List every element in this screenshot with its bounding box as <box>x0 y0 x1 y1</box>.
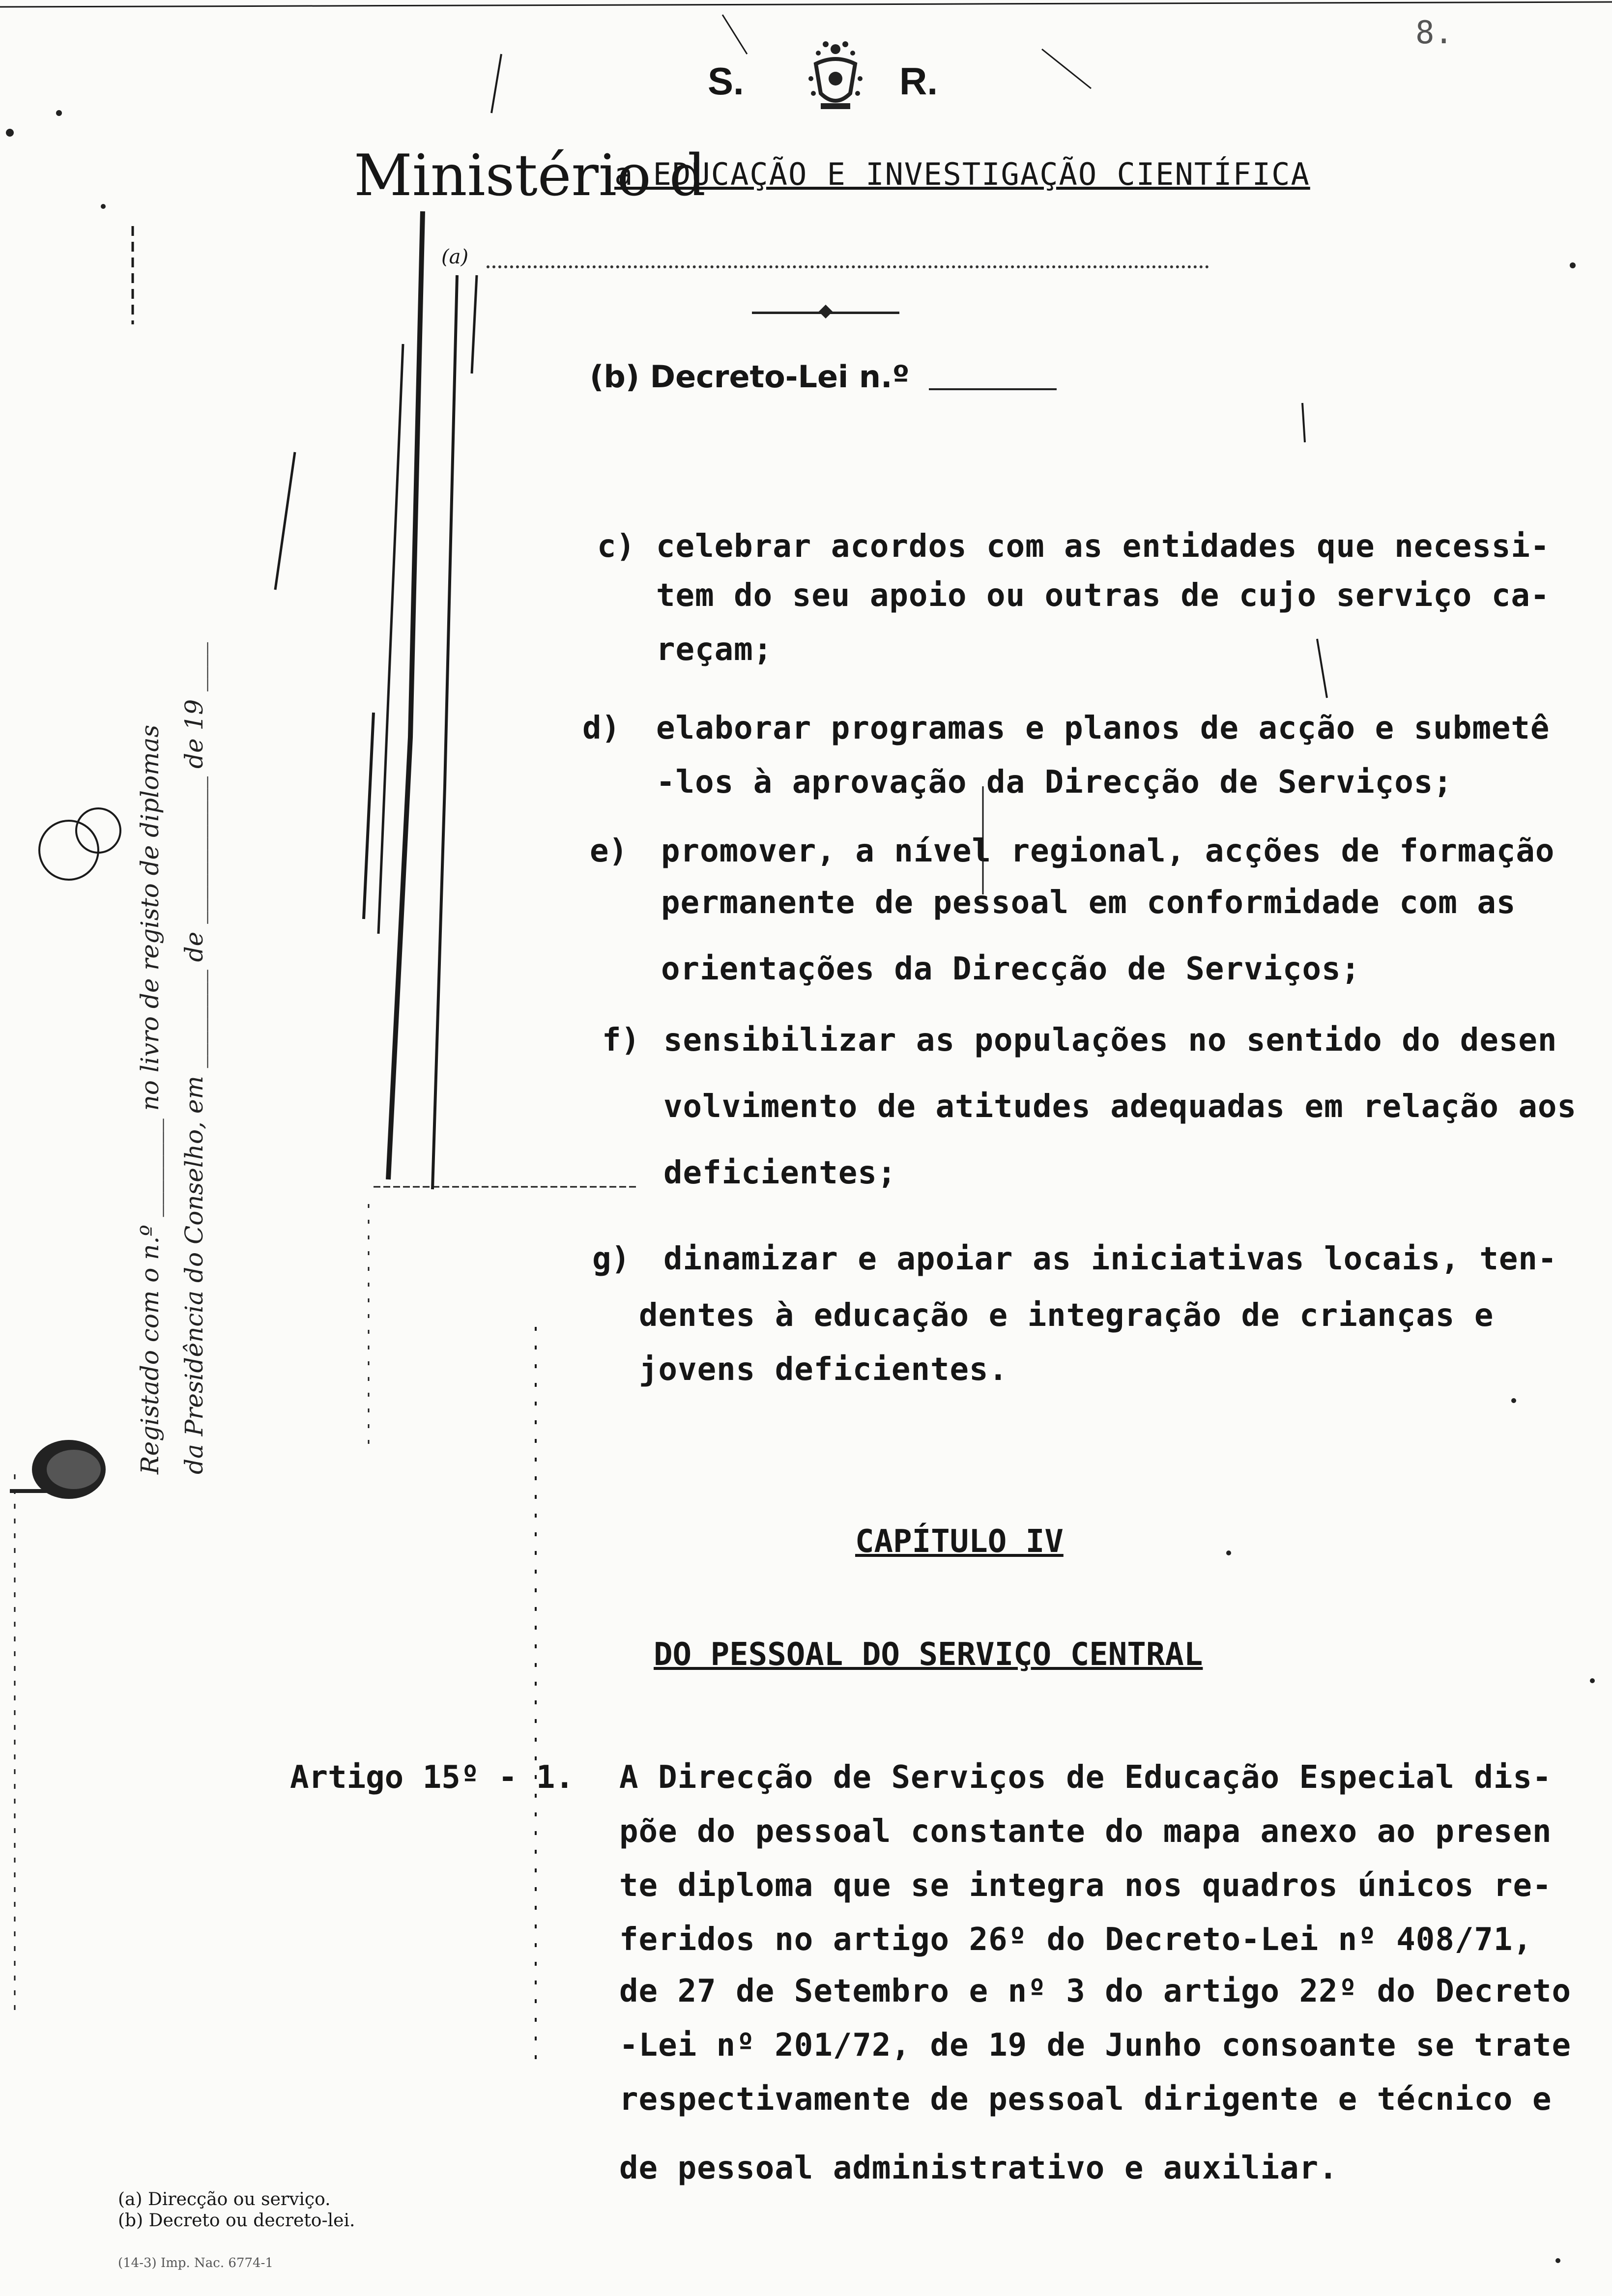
chapter-heading: CAPÍTULO IV <box>855 1523 1064 1560</box>
clause-line: volvimento de atitudes adequadas em relação aos <box>663 1089 1577 1125</box>
scan-streak <box>275 452 295 590</box>
clause-line: celebrar acordos com as entidades que necessi- <box>656 528 1550 565</box>
clause-line: orientações da Direcção de Serviços; <box>661 951 1361 987</box>
clause-label: e) <box>590 833 628 869</box>
page-number: 8. <box>1415 15 1454 51</box>
republic-letter-s: S. <box>708 59 744 103</box>
ministry-name: a EDUCAÇÃO E INVESTIGAÇÃO CIENTÍFICA <box>614 156 1310 192</box>
dust-speck <box>1511 1398 1516 1403</box>
section-heading: DO PESSOAL DO SERVIÇO CENTRAL <box>654 1636 1203 1673</box>
clause-line: dinamizar e apoiar as iniciativas locais, ten- <box>663 1241 1557 1277</box>
scan-streak <box>378 344 403 934</box>
registration-stamp-line: da Presidência do Conselho, em ________ de ____________ de 19 ____ <box>180 642 208 1474</box>
dust-speck <box>101 204 106 209</box>
article-line: -Lei nº 201/72, de 19 de Junho consoante se trate <box>619 2027 1572 2064</box>
clause-label: d) <box>582 710 621 746</box>
dust-speck <box>56 110 62 116</box>
article-line: põe do pessoal constante do mapa anexo ao presen <box>619 1813 1552 1850</box>
scan-streak <box>491 54 501 113</box>
article-line: respectivamente de pessoal dirigente e técnico e <box>619 2081 1552 2118</box>
ministry-prefix: Ministério d <box>354 143 706 209</box>
article-line: de 27 de Setembro e nº 3 do artigo 22º do Decreto <box>619 1973 1572 2009</box>
clause-label: g) <box>592 1241 631 1277</box>
decreto-label: (b) Decreto-Lei n.º <box>590 359 910 395</box>
article-line: feridos no artigo 26º do Decreto-Lei nº 408/71, <box>619 1922 1532 1958</box>
clause-line: promover, a nível regional, acções de formação <box>661 833 1555 869</box>
scan-streak <box>432 275 457 1189</box>
clause-label: c) <box>597 528 635 565</box>
clause-line: jovens deficientes. <box>639 1351 1008 1388</box>
footnote-b: (b) Decreto ou decreto-lei. <box>118 2210 355 2231</box>
dust-speck <box>1226 1550 1231 1555</box>
footnote-a: (a) Direcção ou serviço. <box>118 2189 331 2210</box>
service-field-mark: (a) <box>441 246 469 268</box>
republic-letter-r: R. <box>899 59 938 103</box>
dust-speck <box>1570 262 1576 268</box>
printer-mark: (14-3) Imp. Nac. 6774-1 <box>118 2256 273 2270</box>
page-edge <box>0 2 1612 7</box>
dust-speck <box>6 129 14 137</box>
scan-streak <box>1042 49 1091 88</box>
scan-streak <box>388 211 423 1179</box>
registration-stamp-line: Registado com o n.º ________ no livro de registo de diplomas <box>136 724 164 1474</box>
article-line: A Direcção de Serviços de Educação Especial dis- <box>619 1759 1552 1796</box>
scan-streak <box>364 713 374 919</box>
scan-streak <box>722 15 747 54</box>
article-label: Artigo 15º - 1. <box>290 1759 574 1796</box>
stamp-mark <box>10 1489 54 1493</box>
scan-streak <box>1302 403 1305 442</box>
clause-line: deficientes; <box>663 1155 897 1191</box>
clause-line: -los à aprovação da Direcção de Serviços; <box>656 764 1453 801</box>
clause-line: tem do seu apoio ou outras de cujo serviço ca- <box>656 577 1550 614</box>
article-line: de pessoal administrativo e auxiliar. <box>619 2150 1338 2186</box>
clause-line: reçam; <box>656 631 773 668</box>
dust-speck <box>1590 1678 1595 1683</box>
scan-streak <box>472 275 477 373</box>
scan-streak <box>1317 639 1327 698</box>
clause-line: permanente de pessoal em conformidade com as <box>661 885 1516 921</box>
punch-hole-inner <box>47 1450 101 1489</box>
clause-line: dentes à educação e integração de crianças e <box>639 1297 1494 1334</box>
article-line: te diploma que se integra nos quadros únicos re- <box>619 1867 1552 1904</box>
clause-line: elaborar programas e planos de acção e submetê <box>656 710 1550 746</box>
clause-label: f) <box>602 1022 640 1059</box>
dust-speck <box>1555 2258 1560 2263</box>
clause-line: sensibilizar as populações no sentido do desen <box>663 1022 1557 1059</box>
